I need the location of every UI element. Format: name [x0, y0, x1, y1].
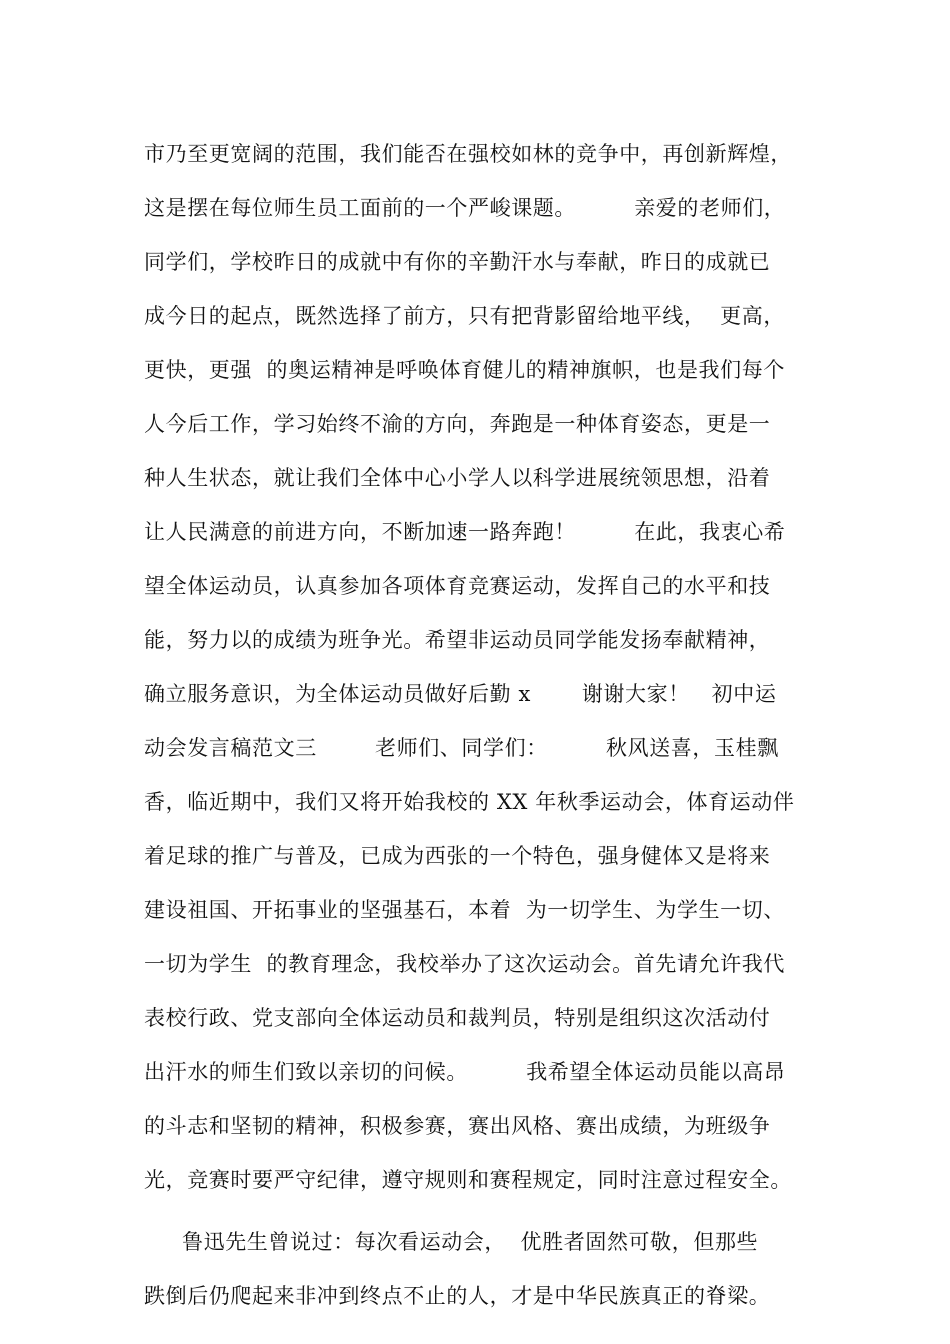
text-line: 的斗志和坚韧的精神，积极参赛，赛出风格、赛出成绩，为班级争 [144, 1114, 771, 1138]
text-line: 光，竞赛时要严守纪律，遵守规则和赛程规定，同时注意过程安全。 [144, 1168, 792, 1192]
text-line: 能，努力以的成绩为班争光。希望非运动员同学能发扬奉献精神， [144, 628, 771, 652]
paragraph-gap [144, 1207, 844, 1215]
text-line: 这是摆在每位师生员工面前的一个严峻课题。 亲爱的老师们， [144, 196, 786, 220]
text-line: 表校行政、党支部向全体运动员和裁判员，特别是组织这次活动付 [144, 1006, 771, 1030]
text-line: 跌倒后仍爬起来非冲到终点不止的人，才是中华民族真正的脊梁。 [144, 1284, 771, 1308]
text-line: 更快，更强 的奥运精神是呼唤体育健儿的精神旗帜，也是我们每个 [144, 358, 785, 382]
body-text [144, 127, 844, 1323]
text-line: 建设祖国、开拓事业的坚强基石，本着 为一切学生、为学生一切、 [144, 898, 785, 922]
text-line: 让人民满意的前进方向，不断加速一路奔跑！ 在此，我衷心希 [144, 520, 786, 544]
text-line: 着足球的推广与普及，已成为西张的一个特色，强身健体又是将来 [144, 844, 771, 868]
text-line: 香，临近期中，我们又将开始我校的 XX 年秋季运动会，体育运动伴 [144, 790, 795, 814]
text-line: 市乃至更宽阔的范围，我们能否在强校如林的竞争中，再创新辉煌， [144, 142, 792, 166]
text-line: 成今日的起点，既然选择了前方，只有把背影留给地平线， 更高， [144, 304, 785, 328]
text-line: 动会发言稿范文三 老师们、同学们： 秋风送喜，玉桂飘 [144, 736, 779, 760]
text-line: 出汗水的师生们致以亲切的问候。 我希望全体运动员能以高昂 [144, 1060, 786, 1084]
text-line: 望全体运动员，认真参加各项体育竞赛运动，发挥自己的水平和技 [144, 574, 771, 598]
text-line: 同学们，学校昨日的成就中有你的辛勤汗水与奉献，昨日的成就已 [144, 250, 771, 274]
text-line: 一切为学生 的教育理念，我校举办了这次运动会。首先请允许我代 [144, 952, 785, 976]
text-line: 种人生状态，就让我们全体中心小学人以科学进展统领思想，沿着 [144, 466, 771, 490]
paragraph-first-line: 鲁迅先生曾说过：每次看运动会， 优胜者固然可敬，但那些 [182, 1230, 759, 1254]
text-line: 人今后工作，学习始终不渝的方向，奔跑是一种体育姿态，更是一 [144, 412, 771, 436]
text-line: 确立服务意识，为全体运动员做好后勤 x 谢谢大家！ 初中运 [144, 682, 777, 706]
